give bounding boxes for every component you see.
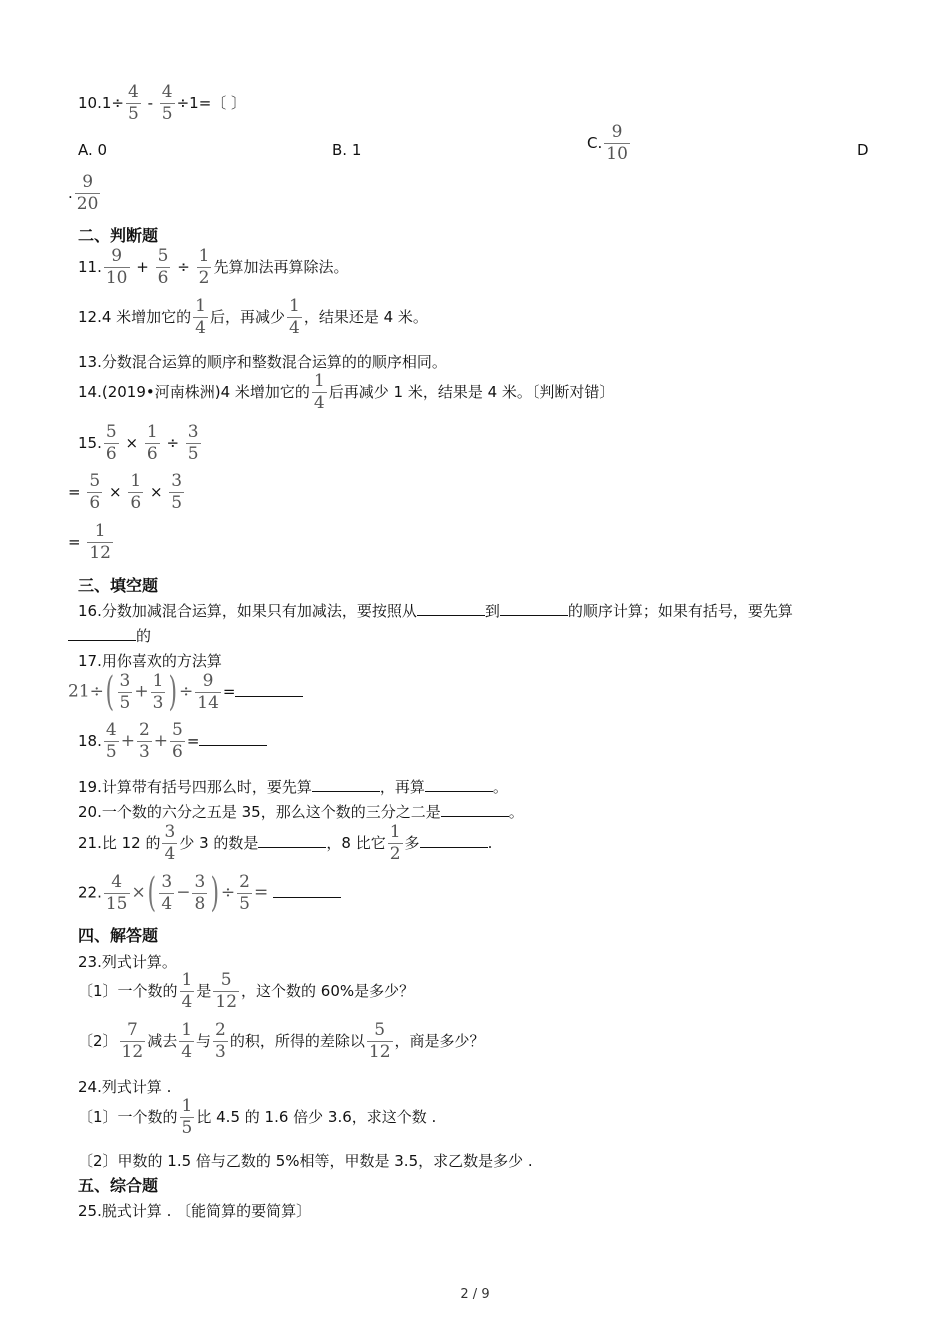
q16-line-2: 的 xyxy=(68,626,151,646)
answer-blank[interactable] xyxy=(258,833,326,848)
numerator: 1 xyxy=(181,970,193,990)
q17-expression: 21÷( $\frac{3}{5}$ + $\frac{1}{3}$ )÷ $\frac{9}{14}$ = xyxy=(68,672,303,712)
fraction xyxy=(192,871,207,914)
q10-option-d-value: . $\frac{9}{20}$ xyxy=(68,172,99,214)
q20-line: 20.一个数的六分之五是 35，那么这个数的三分之二是 。 xyxy=(78,803,524,821)
numerator: 3 xyxy=(164,822,176,842)
denominator: 2 xyxy=(198,268,210,288)
denominator: 5 xyxy=(239,893,250,914)
answer-blank[interactable] xyxy=(441,802,509,817)
numerator: 9 xyxy=(111,246,123,266)
numerator: 3 xyxy=(119,670,131,691)
denominator: 4 xyxy=(195,318,206,338)
q10-option-b: B. 1 xyxy=(332,141,362,159)
denominator: 20 xyxy=(76,194,99,214)
fraction xyxy=(213,972,239,1011)
page-number: 2 / 9 xyxy=(460,1287,490,1302)
denominator: 10 xyxy=(105,268,128,288)
numerator: 5 xyxy=(157,246,169,266)
fraction xyxy=(186,424,201,463)
q11-line: 11. $\frac{9}{10}$ + $\frac{5}{6}$ ÷ $\frac{1}{2}$ 先算加法再算除法。 xyxy=(78,246,349,288)
numerator: 1 xyxy=(152,670,164,691)
numerator: 3 xyxy=(194,871,206,892)
numerator: 5 xyxy=(105,422,117,442)
numerator: 1 xyxy=(313,371,325,391)
numerator: 4 xyxy=(105,720,117,740)
numerator: 9 xyxy=(202,670,214,691)
numerator: 4 xyxy=(161,82,173,102)
section-heading: 四、解答题 xyxy=(78,926,159,945)
fraction xyxy=(312,373,327,412)
numerator: 9 xyxy=(82,172,94,192)
section-heading: 五、综合题 xyxy=(78,1176,159,1195)
fraction xyxy=(388,824,403,863)
denominator: 14 xyxy=(197,692,219,713)
fraction xyxy=(156,248,171,287)
q24-title: 24.列式计算 . xyxy=(78,1078,172,1096)
fraction xyxy=(87,523,113,562)
answer-blank[interactable] xyxy=(235,682,303,697)
numerator: 7 xyxy=(126,1020,138,1040)
denominator: 4 xyxy=(289,318,300,338)
denominator: 3 xyxy=(152,692,164,713)
fraction xyxy=(179,1022,194,1061)
q23-part-1: 〔1〕一个数的 $\frac{1}{4}$ 是 $\frac{5}{12}$ ，这个数的 60%是多少？ xyxy=(78,970,415,1012)
q14-line: 14.(2019•河南株洲)4 米增加它的 $\frac{1}{4}$ 后再减少 1 米，结果是 4 米。〔判断对错〕 xyxy=(78,371,615,413)
denominator: 12 xyxy=(121,1042,144,1062)
numerator: 9 xyxy=(611,122,623,142)
fraction xyxy=(151,670,166,713)
fraction xyxy=(162,824,177,863)
numerator: 2 xyxy=(138,720,150,740)
q10-option-a: A. 0 xyxy=(78,141,108,159)
fraction xyxy=(180,972,195,1011)
q13-line: 13.分数混合运算的顺序和整数混合运算的的顺序相同。 xyxy=(78,353,447,371)
numerator: 4 xyxy=(127,82,139,102)
denominator: 10 xyxy=(606,144,628,164)
numerator: 1 xyxy=(146,422,158,442)
q10-option-d: D xyxy=(857,141,869,159)
numerator: 5 xyxy=(89,471,101,491)
denominator: 4 xyxy=(313,393,325,413)
q10-line: 10.1÷ $\frac{4}{5}$ - $\frac{4}{5}$ ÷1=〔 〕 xyxy=(78,82,247,124)
answer-blank[interactable] xyxy=(312,777,380,792)
answer-blank[interactable] xyxy=(417,601,485,616)
denominator: 4 xyxy=(161,893,173,914)
denominator: 5 xyxy=(119,692,131,713)
q10-option-c: C. $\frac{9}{10}$ xyxy=(587,122,628,164)
numerator: 1 xyxy=(195,296,206,316)
q24-part-1: 〔1〕一个数的 $\frac{1}{5}$ 比 4.5 的 1.6 倍少 3.6，求这个数 . xyxy=(78,1096,437,1138)
numerator: 5 xyxy=(374,1020,386,1040)
numerator: 1 xyxy=(181,1020,193,1040)
fraction xyxy=(159,871,174,914)
answer-blank[interactable] xyxy=(425,777,493,792)
fraction xyxy=(604,124,630,163)
denominator: 4 xyxy=(164,844,176,864)
fraction xyxy=(118,670,133,713)
q21-line: 21.比 12 的 $\frac{3}{4}$ 少 3 的数是 ，8 比它 $\frac{1}{2}$ 多 . xyxy=(78,822,493,864)
q25-line: 25.脱式计算 . 〔能简算的要简算〕 xyxy=(78,1202,312,1220)
fraction xyxy=(145,424,160,463)
denominator: 3 xyxy=(215,1042,226,1062)
numerator: 3 xyxy=(161,871,173,892)
numerator: 1 xyxy=(181,1096,193,1116)
denominator: 12 xyxy=(89,543,111,563)
q23-part-2: 〔2〕 $\frac{7}{12}$ 减去 $\frac{1}{4}$ 与 $\frac{2}{3}$ 的积，所得的差除以 $\frac{5}{12}$ ，商是多少？ xyxy=(78,1020,485,1062)
fraction xyxy=(104,871,130,914)
numerator: 2 xyxy=(239,871,250,892)
fraction xyxy=(137,722,152,761)
denominator: 5 xyxy=(181,1118,193,1138)
q18-line: 18. $\frac{4}{5}$ + $\frac{2}{3}$ + $\frac{5}{6}$ = xyxy=(78,722,267,761)
numerator: 1 xyxy=(389,822,401,842)
q17-title: 17.用你喜欢的方法算 xyxy=(78,652,222,670)
q24-part-2: 〔2〕甲数的 1.5 倍与乙数的 5%相等，甲数是 3.5，求乙数是多少 . xyxy=(78,1152,533,1170)
fraction xyxy=(104,248,130,287)
numerator: 1 xyxy=(289,296,300,316)
numerator: 2 xyxy=(215,1020,226,1040)
fraction xyxy=(87,473,102,512)
denominator: 5 xyxy=(161,104,173,124)
denominator: 5 xyxy=(187,444,199,464)
fraction xyxy=(126,84,141,123)
fraction xyxy=(180,1098,195,1137)
answer-blank[interactable] xyxy=(68,626,136,641)
q15-line-1: 15. $\frac{5}{6}$ × $\frac{1}{6}$ ÷ $\frac{3}{5}$ xyxy=(78,422,199,464)
fraction xyxy=(75,174,101,213)
numerator: 5 xyxy=(220,970,232,990)
answer-blank[interactable] xyxy=(500,601,568,616)
q15-line-2: = $\frac{5}{6}$ × $\frac{1}{6}$ × $\frac{3}{5}$ xyxy=(68,471,183,513)
denominator: 4 xyxy=(181,1042,193,1062)
denominator: 6 xyxy=(157,268,169,288)
numerator: 5 xyxy=(172,720,183,740)
fraction xyxy=(237,871,252,914)
denominator: 5 xyxy=(171,493,183,513)
fraction xyxy=(287,298,302,337)
fraction xyxy=(104,722,119,761)
numerator: 4 xyxy=(111,871,123,892)
denominator: 3 xyxy=(138,742,150,762)
denominator: 2 xyxy=(389,844,401,864)
numerator: 1 xyxy=(94,521,106,541)
fraction xyxy=(120,1022,146,1061)
denominator: 12 xyxy=(215,992,238,1012)
numerator: 1 xyxy=(198,246,210,266)
numerator: 1 xyxy=(130,471,142,491)
q22-line: 22. $\frac{4}{15}$ ×( $\frac{3}{4}$ − $\frac{3}{8}$ )÷ $\frac{2}{5}$ = xyxy=(78,873,341,913)
q23-title: 23.列式计算。 xyxy=(78,953,177,971)
numerator: 3 xyxy=(171,471,183,491)
fraction xyxy=(193,298,208,337)
fraction xyxy=(104,424,119,463)
fraction xyxy=(170,722,185,761)
answer-blank[interactable] xyxy=(199,731,267,746)
q15-line-3: = $\frac{1}{12}$ xyxy=(68,521,111,563)
fraction xyxy=(169,473,184,512)
denominator: 6 xyxy=(89,493,101,513)
q19-line: 19.计算带有括号四那么时，要先算 ，再算 。 xyxy=(78,778,508,796)
fraction xyxy=(160,84,175,123)
denominator: 6 xyxy=(130,493,142,513)
fraction xyxy=(367,1022,393,1061)
fraction xyxy=(195,670,221,713)
section-heading: 三、填空题 xyxy=(78,576,159,595)
denominator: 4 xyxy=(181,992,193,1012)
answer-blank[interactable] xyxy=(273,883,341,898)
denominator: 5 xyxy=(105,742,117,762)
numerator: 3 xyxy=(187,422,199,442)
section-heading: 二、判断题 xyxy=(78,226,159,245)
denominator: 15 xyxy=(105,893,128,914)
denominator: 5 xyxy=(127,104,139,124)
fraction xyxy=(128,473,143,512)
q12-line: 12.4 米增加它的 $\frac{1}{4}$ 后，再减少 $\frac{1}{4}$ ，结果还是 4 米。 xyxy=(78,296,428,338)
fraction xyxy=(197,248,212,287)
fraction xyxy=(213,1022,228,1061)
denominator: 8 xyxy=(194,893,206,914)
denominator: 12 xyxy=(368,1042,391,1062)
answer-blank[interactable] xyxy=(420,833,488,848)
q16-line-1: 16.分数加减混合运算，如果只有加减法，要按照从 到 的顺序计算；如果有括号，要先算 xyxy=(78,602,793,620)
denominator: 6 xyxy=(172,742,183,762)
denominator: 6 xyxy=(146,444,158,464)
denominator: 6 xyxy=(105,444,117,464)
